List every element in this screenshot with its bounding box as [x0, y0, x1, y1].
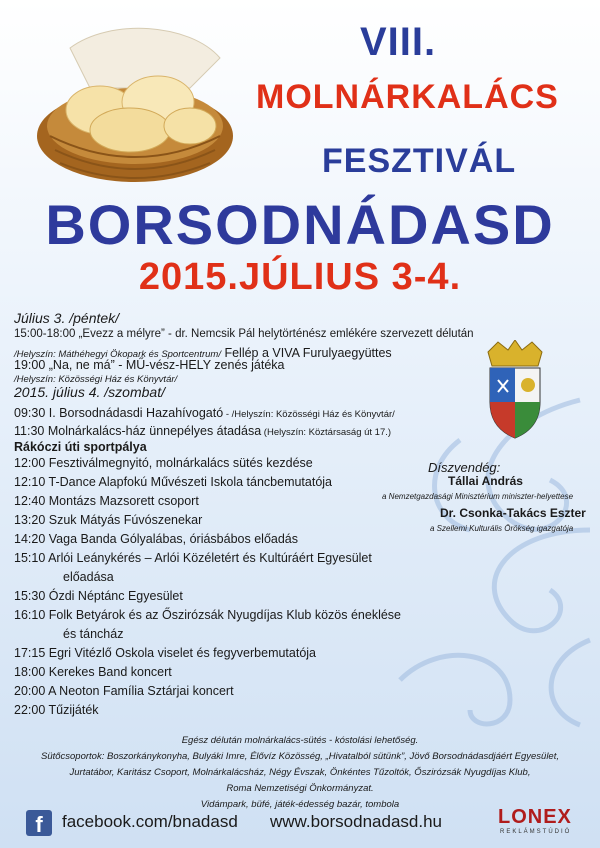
day2-heading: 2015. július 4. /szombat/: [14, 384, 165, 400]
footer-line: Vidámpark, büfé, játék-édesség bazár, tombola: [200, 799, 400, 810]
event-date: 2015.JÚLIUS 3-4.: [138, 256, 462, 298]
day1-event1: 15:00-18:00 „Evezz a mélyre” - dr. Nemcsik Pál helytörténész emlékére szervezett délután: [14, 328, 474, 340]
program-item-text: 09:30 I. Borsodnádasdi Hazahívogató: [14, 406, 224, 420]
footer-line: Jurtatábor, Karitász Csoport, Molnárkalácsház, Négy Évszak, Önkéntes Tűzoltók, Őszirózsák Nyugdíjas Klub,: [69, 767, 531, 778]
program-item: 18:00 Kerekes Band koncert: [14, 665, 172, 679]
facebook-link[interactable]: facebook.com/bnadasd: [62, 812, 238, 831]
program-item: 20:00 A Neoton Família Sztárjai koncert: [14, 684, 234, 698]
footer-line: Sütőcsoportok: Boszorkánykonyha, Bulyáki Imre, Élővíz Közösség, „Hivatalból sütünk”, Jövő Borsodnádasdjáért Egyesület,: [40, 751, 559, 762]
program-item: 13:20 Szuk Mátyás Fúvószenekar: [14, 513, 203, 527]
program-item: 12:00 Fesztiválmegnyitó, molnárkalács sütés kezdése: [14, 456, 313, 470]
program-item: [14, 424, 391, 438]
day1-heading: Július 3. /péntek/: [14, 310, 120, 326]
program-item-note: - /Helyszín: Közösségi Ház és Könyvtár/: [223, 409, 395, 420]
day1-event2-note: /Helyszín: Közösségi Ház és Könyvtár/: [14, 374, 178, 385]
website-link[interactable]: www.borsodnadasd.hu: [270, 812, 443, 831]
program-item: 17:15 Egri Vitézlő Oskola viselet és fegyverbemutatója: [14, 646, 317, 660]
day1-event2: 19:00 „Na, ne má” - MŰ-vész-HELY zenés játéka: [14, 358, 285, 372]
edition-number: VIII.: [360, 20, 437, 64]
venue-heading: Rákóczi úti sportpálya: [14, 440, 147, 454]
day1-event1-performer: Fellép a VIVA Furulyaegyüttes: [220, 346, 392, 360]
program-item: 22:00 Tűzijáték: [14, 703, 99, 717]
town-title: BORSODNÁDASD: [45, 193, 555, 256]
festival-word: FESZTIVÁL: [322, 142, 517, 180]
program-item: [14, 406, 395, 420]
footer-line: Egész délután molnárkalács-sütés - kóstolási lehetőség.: [181, 735, 419, 746]
program-item: 12:40 Montázs Mazsorett csoport: [14, 494, 199, 508]
program-item: 15:10 Arlói Leánykérés – Arlói Közéletért és Kultúráért Egyesület: [14, 551, 372, 565]
guest2-name: Dr. Csonka-Takács Eszter: [440, 506, 586, 520]
lonex-logo: LONEX: [498, 806, 572, 828]
footer-line: Roma Nemzetiségi Önkormányzat.: [226, 783, 374, 794]
program-item-continued: előadása: [63, 570, 114, 584]
program-item: 16:10 Folk Betyárok és az Őszirózsák Nyugdíjas Klub közös éneklése: [14, 608, 401, 622]
program-item: 12:10 T-Dance Alapfokú Művészeti Iskola táncbemutatója: [14, 475, 333, 489]
lonex-logo-subtitle: REKLÁMSTÚDIÓ: [500, 829, 572, 835]
facebook-icon[interactable]: f: [26, 810, 52, 836]
bread-basket-image: [30, 18, 240, 188]
guest1-role: a Nemzetgazdasági Minisztérium miniszter-helyettese: [382, 492, 574, 501]
festival-name: MOLNÁRKALÁCS: [256, 78, 559, 116]
coat-of-arms-icon: [478, 340, 552, 440]
program-item-text: 11:30 Molnárkalács-ház ünnepélyes átadása: [14, 424, 262, 438]
program-item: 14:20 Vaga Banda Gólyalábas, óriásbábos előadás: [14, 532, 299, 546]
program-item-note: (Helyszín: Köztársaság út 17.): [261, 427, 392, 438]
program-item-continued: és táncház: [63, 627, 124, 641]
guest1-name: Tállai András: [448, 474, 523, 488]
guest2-role: a Szellemi Kulturális Örökség igazgatója: [430, 524, 574, 533]
program-item: 15:30 Ózdi Néptánc Egyesület: [14, 589, 183, 603]
day1-event1-place: /Helyszín: Máthéhegyi Ökopark és Sportcentrum/: [14, 349, 221, 360]
guests-heading: Díszvendég:: [428, 460, 501, 475]
